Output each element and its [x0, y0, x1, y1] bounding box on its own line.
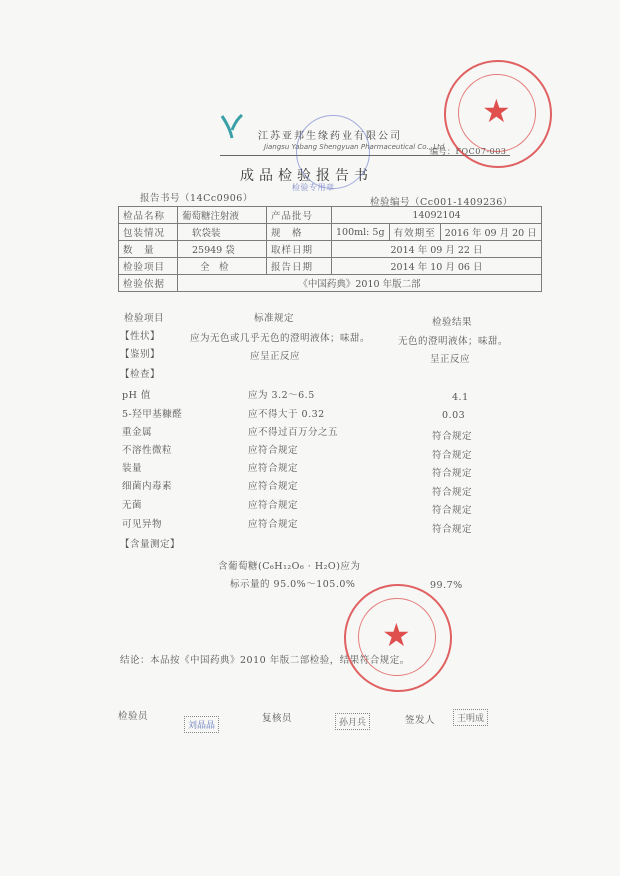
- check-result: 符合规定: [432, 524, 473, 535]
- check-name: 细菌内毒素: [122, 481, 173, 492]
- identify-standard: 应呈正反应: [250, 351, 301, 362]
- company-seal-top: [444, 60, 552, 168]
- section-check: 【检查】: [120, 369, 161, 380]
- doc-number-label: 编号：: [430, 147, 456, 156]
- check-standard: 应不得过百万分之五: [248, 427, 339, 438]
- info-table: [118, 206, 542, 292]
- check-name: 可见异物: [122, 519, 163, 530]
- check-standard: 应符合规定: [248, 445, 299, 456]
- inspection-number: 检验编号（Cc001-1409236）: [370, 197, 513, 208]
- assay-line2: 标示量的 95.0%～105.0%: [230, 579, 356, 590]
- inspector-label: 检验员: [118, 711, 149, 722]
- spec-value: 100ml: 5g: [332, 224, 390, 241]
- watermark-text: 检验专用章: [292, 183, 335, 192]
- expiry-label: 有效期至: [389, 224, 440, 241]
- issuer-label: 签发人: [405, 715, 436, 726]
- check-result: 符合规定: [432, 468, 473, 479]
- reviewer-signature: 孙月兵: [335, 713, 370, 730]
- assay-result: 99.7%: [430, 580, 463, 591]
- check-name: 重金属: [122, 427, 153, 438]
- check-standard: 应为 3.2～6.5: [248, 390, 315, 401]
- character-standard: 应为无色或几乎无色的澄明液体；味甜。: [190, 333, 371, 344]
- assay-line1: 含葡萄糖(C₆H₁₂O₆ · H₂O)应为: [218, 561, 361, 572]
- report-date-label: 报告日期: [267, 258, 332, 275]
- col-item: 检验项目: [124, 313, 165, 324]
- section-assay: 【含量测定】: [120, 539, 181, 550]
- check-name: 装量: [122, 463, 143, 474]
- conclusion: 结论：本品按《中国药典》2010 年版二部检验，结果符合规定。: [120, 655, 410, 666]
- check-standard: 应不得大于 0.32: [248, 409, 325, 420]
- item-value: 全 检: [178, 258, 267, 275]
- company-name-en: Jiangsu Yabang Shengyuan Pharmaceutical Co., Ltd: [264, 143, 445, 151]
- basis-value: 《中国药典》2010 年版二部: [178, 275, 542, 292]
- sample-date-value: 2014 年 09 月 22 日: [332, 241, 542, 258]
- reviewer-label: 复核员: [262, 713, 293, 724]
- star-icon: ★: [382, 616, 411, 654]
- issuer-signature: 王明成: [453, 709, 488, 726]
- check-result: 0.03: [442, 410, 466, 421]
- character-result: 无色的澄明液体；味甜。: [398, 336, 509, 347]
- item-label: 检验项目: [119, 258, 178, 275]
- identify-result: 呈正反应: [430, 354, 471, 365]
- package-value: 软袋装: [178, 224, 267, 241]
- check-name: 无菌: [122, 500, 143, 511]
- check-name: 不溶性微粒: [122, 445, 173, 456]
- spec-label: 规 格: [267, 224, 332, 241]
- expiry-value: 2016 年 09 月 20 日: [440, 224, 541, 241]
- product-name-label: 检品名称: [119, 207, 178, 224]
- blue-stamp: [296, 115, 370, 189]
- page-title: 成品检验报告书: [240, 168, 373, 184]
- section-identify: 【鉴别】: [120, 349, 161, 360]
- check-result: 符合规定: [432, 431, 473, 442]
- company-logo: [218, 112, 246, 144]
- report-date-value: 2014 年 10 月 06 日: [332, 258, 542, 275]
- col-result: 检验结果: [432, 317, 473, 328]
- qty-label: 数 量: [119, 241, 178, 258]
- check-standard: 应符合规定: [248, 481, 299, 492]
- quality-seal-bottom: [344, 584, 452, 692]
- check-name: 5-羟甲基糠醛: [122, 409, 183, 420]
- batch-value: 14092104: [332, 207, 542, 224]
- batch-label: 产品批号: [267, 207, 332, 224]
- check-result: 4.1: [452, 392, 469, 403]
- section-character: 【性状】: [120, 331, 161, 342]
- check-result: 符合规定: [432, 505, 473, 516]
- doc-number-value: FQC07-003: [455, 147, 507, 156]
- check-standard: 应符合规定: [248, 500, 299, 511]
- check-standard: 应符合规定: [248, 519, 299, 530]
- check-result: 符合规定: [432, 450, 473, 461]
- basis-label: 检验依据: [119, 275, 178, 292]
- qty-value: 25949 袋: [178, 241, 267, 258]
- check-result: 符合规定: [432, 487, 473, 498]
- sample-date-label: 取样日期: [267, 241, 332, 258]
- col-standard: 标准规定: [254, 313, 295, 324]
- check-standard: 应符合规定: [248, 463, 299, 474]
- inspector-signature: 刘晶晶: [184, 716, 219, 733]
- check-name: pH 值: [122, 390, 151, 401]
- company-name-cn: 江苏亚邦生缘药业有限公司: [258, 131, 402, 142]
- product-name-value: 葡萄糖注射液: [178, 207, 267, 224]
- star-icon: ★: [482, 92, 511, 130]
- report-number: 报告书号（14Cc0906）: [140, 193, 253, 204]
- package-label: 包装情况: [119, 224, 178, 241]
